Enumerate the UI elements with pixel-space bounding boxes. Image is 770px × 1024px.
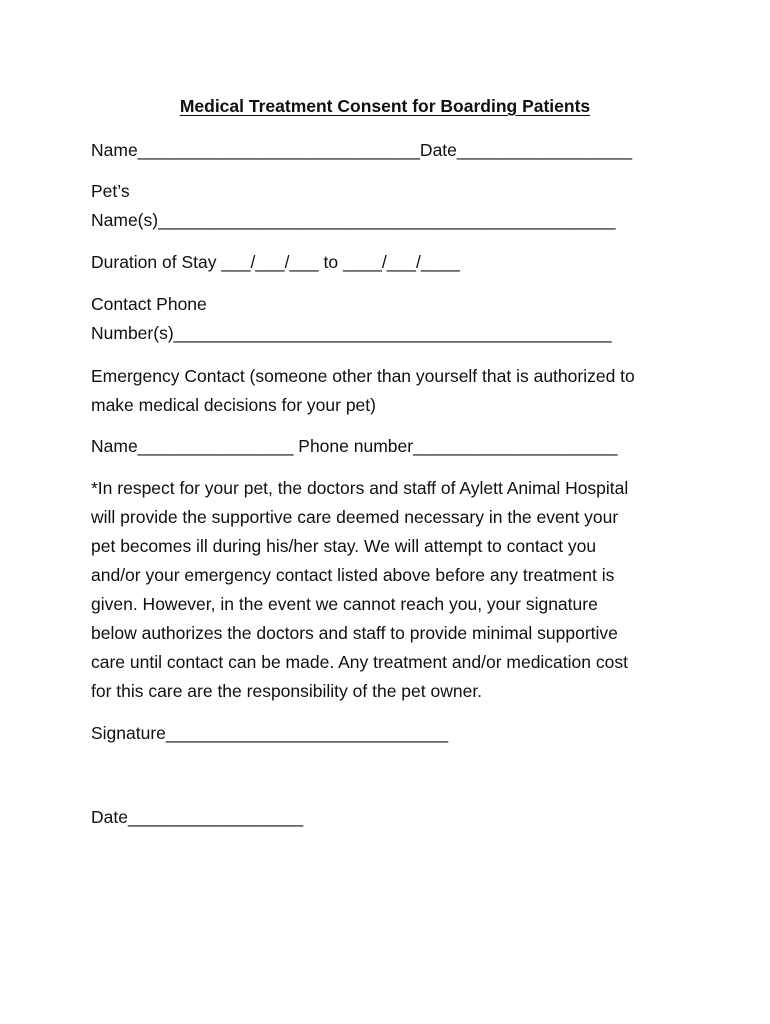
emergency-contact-line: Emergency Contact (someone other than yourself that is authorized to: [91, 366, 635, 386]
emergency-name-phone-field[interactable]: Name________________ Phone number_____________________: [91, 436, 618, 456]
consent-line: *In respect for your pet, the doctors and staff of Aylett Animal Hospital: [91, 478, 629, 498]
consent-line: below authorizes the doctors and staff to provide minimal supportive: [91, 623, 618, 643]
contact-phone-label: Contact Phone: [91, 294, 207, 314]
consent-line: and/or your emergency contact listed above before any treatment is: [91, 565, 615, 585]
signature-field[interactable]: Signature_____________________________: [91, 723, 449, 743]
duration-of-stay-field[interactable]: Duration of Stay ___/___/___ to ____/___/____: [91, 252, 460, 272]
consent-line: will provide the supportive care deemed necessary in the event your: [91, 507, 619, 527]
consent-line: given. However, in the event we cannot reach you, your signature: [91, 594, 598, 614]
emergency-contact-instructions: [91, 362, 691, 420]
pets-names-field[interactable]: Name(s)_______________________________________________: [91, 210, 616, 230]
date-field[interactable]: Date__________________: [91, 807, 304, 827]
form-title: Medical Treatment Consent for Boarding Patients: [179, 96, 591, 116]
consent-line: for this care are the responsibility of the pet owner.: [91, 681, 483, 701]
pets-label: Pet’s: [91, 181, 130, 201]
consent-paragraph: [91, 474, 691, 706]
contact-phone-numbers-field[interactable]: Number(s)_____________________________________________: [91, 323, 612, 343]
consent-line: care until contact can be made. Any treatment and/or medication cost: [91, 652, 628, 672]
emergency-contact-line: make medical decisions for your pet): [91, 395, 376, 415]
name-date-field[interactable]: Name_____________________________Date__________________: [91, 140, 633, 160]
consent-line: pet becomes ill during his/her stay. We will attempt to contact you: [91, 536, 597, 556]
